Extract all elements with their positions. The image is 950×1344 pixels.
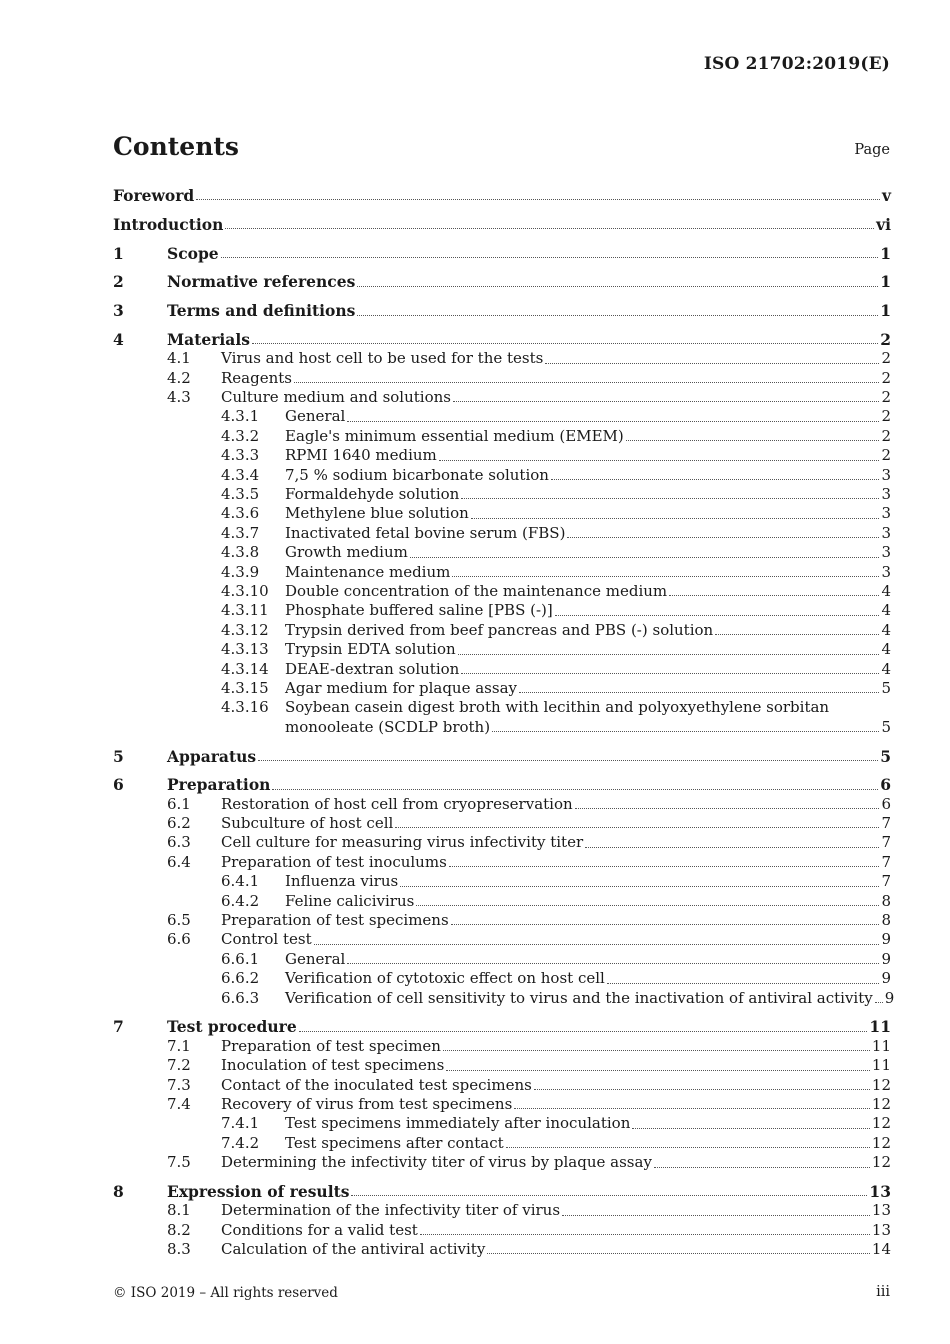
- toc-entry-number: 4.1: [167, 349, 191, 368]
- dot-leader: [446, 1069, 870, 1071]
- toc-entry-title: DEAE-dextran solution: [285, 659, 460, 678]
- toc-entry-title: Inactivated fetal bovine serum (FBS): [285, 523, 566, 542]
- toc-entry-title: Calculation of the antiviral activity: [221, 1240, 486, 1259]
- toc-entry-title: Materials: [167, 329, 250, 349]
- contents-title: Contents: [113, 132, 240, 161]
- toc-entry[interactable]: [113, 543, 891, 562]
- toc-entry-title: Verification of cell sensitivity to virus and the inactivation of antiviral activity: [285, 988, 873, 1007]
- toc-entry-title: monooleate (SCDLP broth): [285, 717, 491, 736]
- dot-leader: [669, 594, 879, 596]
- toc-entry-number: 7.3: [167, 1075, 191, 1094]
- toc-entry-number: 8.1: [167, 1201, 191, 1220]
- toc-entry[interactable]: [113, 969, 891, 988]
- toc-entry-number: 7.4.2: [221, 1133, 260, 1152]
- toc-entry-page: 14: [871, 1240, 891, 1259]
- toc-entry-page: 11: [871, 1036, 891, 1055]
- toc-entry-title: Growth medium: [285, 543, 408, 562]
- toc-entry-title: Culture medium and solutions: [221, 388, 451, 407]
- dot-leader: [351, 1194, 867, 1196]
- toc-entry[interactable]: [113, 524, 891, 543]
- toc-entry-number: 7.5: [167, 1153, 191, 1172]
- toc-entry-title: Preparation of test specimens: [221, 911, 449, 930]
- toc-entry-title: Normative references: [167, 272, 356, 292]
- toc-entry-number: 1: [113, 243, 124, 263]
- toc-entry[interactable]: [113, 186, 891, 205]
- toc-entry-number: 4.3.10: [221, 581, 269, 600]
- toc-entry[interactable]: [113, 679, 891, 698]
- toc-entry-title: RPMI 1640 medium: [285, 446, 437, 465]
- toc-entry-number: 4.3.6: [221, 504, 260, 523]
- toc-entry-page: 2: [881, 407, 891, 426]
- toc-entry-number: 7.4.1: [221, 1114, 260, 1133]
- dot-leader: [514, 1107, 870, 1109]
- toc-entry-page: 7: [881, 852, 891, 871]
- toc-entry[interactable]: [113, 747, 891, 766]
- dot-leader: [632, 1127, 870, 1129]
- toc-entry[interactable]: [113, 698, 891, 717]
- toc-entry-title: Foreword: [113, 186, 195, 205]
- toc-entry-page: 9: [884, 988, 895, 1007]
- dot-leader: [357, 314, 878, 316]
- toc-entry[interactable]: [113, 446, 891, 465]
- toc-entry[interactable]: [113, 407, 891, 426]
- dot-leader: [294, 381, 879, 383]
- toc-entry[interactable]: [113, 718, 891, 737]
- toc-entry-page: 4: [881, 620, 891, 639]
- toc-entry-page: 5: [881, 717, 891, 736]
- toc-entry-title: Recovery of virus from test specimens: [221, 1094, 513, 1113]
- toc-entry[interactable]: [113, 1240, 891, 1259]
- toc-entry[interactable]: [113, 349, 891, 368]
- toc-entry-page: 12: [871, 1075, 891, 1094]
- dot-leader: [492, 730, 879, 732]
- toc-entry-title: Trypsin derived from beef pancreas and PBS (-) solution: [285, 620, 714, 639]
- dot-leader: [555, 614, 880, 616]
- toc-entry[interactable]: [113, 1114, 891, 1133]
- toc-entry-number: 6.1: [167, 794, 191, 813]
- toc-entry[interactable]: [113, 215, 891, 234]
- toc-entry-number: 4.3.16: [221, 698, 269, 717]
- toc-entry-number: 4.3.12: [221, 620, 269, 639]
- toc-entry[interactable]: [113, 853, 891, 872]
- dot-leader: [562, 1214, 870, 1216]
- toc-entry[interactable]: [113, 244, 891, 263]
- dot-leader: [400, 885, 879, 887]
- toc-entry-number: 6.5: [167, 911, 191, 930]
- toc-entry-title: Scope: [167, 243, 219, 263]
- toc-entry[interactable]: [113, 582, 891, 601]
- toc-entry[interactable]: [113, 1017, 891, 1036]
- toc-entry-page: 4: [881, 601, 891, 620]
- dot-leader: [439, 459, 880, 461]
- dot-leader: [461, 672, 879, 674]
- dot-leader: [506, 1146, 870, 1148]
- toc-entry-number: 5: [113, 746, 124, 766]
- toc-entry-page: 9: [881, 930, 891, 949]
- toc-entry[interactable]: [113, 1056, 891, 1075]
- dot-leader: [252, 342, 878, 344]
- toc-entry-page: 3: [881, 485, 891, 504]
- toc-entry-number: 4.3.2: [221, 426, 260, 445]
- toc-entry-number: 4.3.13: [221, 640, 269, 659]
- dot-leader: [575, 807, 880, 809]
- toc-entry-title: 7,5 % sodium bicarbonate solution: [285, 465, 549, 484]
- toc-entry-title: Verification of cytotoxic effect on host cell: [285, 969, 605, 988]
- toc-entry-number: 6.2: [167, 814, 191, 833]
- toc-entry-number: 7.1: [167, 1036, 191, 1055]
- toc-entry-title: Methylene blue solution: [285, 504, 469, 523]
- toc-entry-number: 4.3.15: [221, 678, 269, 697]
- toc-entry-title: Apparatus: [167, 746, 257, 766]
- toc-entry-number: 4.3.3: [221, 446, 260, 465]
- toc-entry-title: Trypsin EDTA solution: [285, 640, 456, 659]
- toc-entry[interactable]: [113, 504, 891, 523]
- toc-entry[interactable]: [113, 814, 891, 833]
- toc-entry-title: Double concentration of the maintenance medium: [285, 581, 668, 600]
- toc-entry-number: 7.2: [167, 1056, 191, 1075]
- toc-entry-title: Preparation of test specimen: [221, 1036, 441, 1055]
- toc-entry-number: 2: [113, 272, 124, 292]
- dot-leader: [585, 846, 879, 848]
- toc-entry[interactable]: [113, 369, 891, 388]
- toc-entry[interactable]: [113, 621, 891, 640]
- dot-leader: [519, 691, 879, 693]
- dot-leader: [551, 478, 880, 480]
- toc-entry-title: Maintenance medium: [285, 562, 451, 581]
- toc-entry-page: 2: [881, 349, 891, 368]
- toc-entry[interactable]: [113, 485, 891, 504]
- toc-entry[interactable]: [113, 833, 891, 852]
- toc-entry-page: 3: [881, 562, 891, 581]
- dot-leader: [452, 575, 879, 577]
- toc-entry-page: 4: [881, 581, 891, 600]
- toc-entry-page: 3: [881, 504, 891, 523]
- toc-entry[interactable]: [113, 892, 891, 911]
- toc-entry[interactable]: [113, 301, 891, 320]
- toc-entry-title: Test specimens after contact: [285, 1133, 504, 1152]
- toc-entry-title: Agar medium for plaque assay: [285, 678, 517, 697]
- toc-entry[interactable]: [113, 795, 891, 814]
- toc-entry[interactable]: [113, 1153, 891, 1172]
- toc-entry[interactable]: [113, 930, 891, 949]
- toc-entry-page: v: [881, 186, 891, 205]
- dot-leader: [567, 536, 879, 538]
- toc-entry-page: 2: [881, 426, 891, 445]
- toc-entry-title: Subculture of host cell: [221, 814, 394, 833]
- toc-entry[interactable]: [113, 1037, 891, 1056]
- dot-leader: [654, 1166, 870, 1168]
- toc-entry-page: 7: [881, 833, 891, 852]
- dot-leader: [487, 1252, 870, 1254]
- dot-leader: [314, 943, 880, 945]
- toc-entry-number: 4.3.14: [221, 659, 269, 678]
- dot-leader: [272, 788, 878, 790]
- toc-entry[interactable]: [113, 872, 891, 891]
- toc-entry-title: Contact of the inoculated test specimens: [221, 1075, 532, 1094]
- toc-entry-page: 12: [871, 1094, 891, 1113]
- toc-entry[interactable]: [113, 911, 891, 930]
- toc-entry-title: Conditions for a valid test: [221, 1220, 418, 1239]
- toc-entry-number: 4.2: [167, 368, 191, 387]
- toc-entry[interactable]: [113, 640, 891, 659]
- toc-entry-title: General: [285, 407, 346, 426]
- toc-entry-page: 13: [871, 1220, 891, 1239]
- toc-entry[interactable]: [113, 950, 891, 969]
- toc-entry-page: 8: [881, 911, 891, 930]
- dot-leader: [471, 517, 880, 519]
- toc-entry[interactable]: [113, 427, 891, 446]
- toc-entry-number: 4.3.4: [221, 465, 260, 484]
- toc-entry-title: Influenza virus: [285, 872, 399, 891]
- toc-entry-number: 6.6: [167, 930, 191, 949]
- toc-entry-page: 4: [881, 659, 891, 678]
- toc-entry-number: 3: [113, 301, 124, 321]
- toc-entry-page: 1: [880, 301, 891, 321]
- toc-entry-page: 13: [869, 1181, 891, 1201]
- toc-entry-page: 6: [880, 775, 891, 795]
- toc-entry-number: 8: [113, 1181, 124, 1201]
- toc-entry-number: 6: [113, 775, 124, 795]
- dot-leader: [347, 962, 879, 964]
- toc-entry-title: Reagents: [221, 368, 292, 387]
- toc-entry[interactable]: [113, 388, 891, 407]
- dot-leader: [626, 439, 880, 441]
- toc-entry-page: 3: [881, 543, 891, 562]
- toc-entry-number: 8.3: [167, 1240, 191, 1259]
- dot-leader: [410, 556, 880, 558]
- toc-entry-title: Eagle's minimum essential medium (EMEM): [285, 426, 624, 445]
- table-of-contents: [113, 186, 895, 1259]
- toc-entry-title: Formaldehyde solution: [285, 485, 460, 504]
- toc-entry[interactable]: [113, 775, 891, 794]
- toc-entry[interactable]: [113, 330, 891, 349]
- toc-entry[interactable]: [113, 660, 891, 679]
- dot-leader: [458, 653, 880, 655]
- toc-entry[interactable]: [113, 272, 891, 291]
- toc-entry-title: Preparation of test inoculums: [221, 852, 447, 871]
- toc-entry-page: 12: [871, 1153, 891, 1172]
- footer-page-number: iii: [876, 1284, 890, 1300]
- toc-entry-title: Restoration of host cell from cryopreservation: [221, 794, 573, 813]
- toc-entry-number: 4.3.11: [221, 601, 269, 620]
- toc-entry-page: 5: [881, 678, 891, 697]
- toc-entry-title: Control test: [221, 930, 312, 949]
- toc-entry[interactable]: [113, 601, 891, 620]
- toc-entry-title: Introduction: [113, 214, 224, 234]
- toc-entry-page: 11: [869, 1017, 891, 1037]
- dot-leader: [545, 362, 879, 364]
- toc-entry-page: 7: [881, 872, 891, 891]
- toc-entry-title: Expression of results: [167, 1181, 350, 1201]
- dot-leader: [451, 923, 880, 925]
- toc-entry-number: 4: [113, 329, 124, 349]
- toc-entry-number: 6.4.2: [221, 891, 260, 910]
- toc-entry-page: 2: [881, 368, 891, 387]
- toc-entry-title: Cell culture for measuring virus infectivity titer: [221, 833, 584, 852]
- toc-entry-title: Feline calicivirus: [285, 891, 415, 910]
- dot-leader: [461, 497, 879, 499]
- toc-entry-page: 8: [881, 891, 891, 910]
- dot-leader: [299, 1030, 868, 1032]
- toc-entry-number: 8.2: [167, 1220, 191, 1239]
- dot-leader: [416, 904, 879, 906]
- toc-entry[interactable]: [113, 1076, 891, 1095]
- toc-entry-page: 13: [871, 1201, 891, 1220]
- toc-entry-number: 6.3: [167, 833, 191, 852]
- toc-entry[interactable]: [113, 1095, 891, 1114]
- toc-entry[interactable]: [113, 1182, 891, 1201]
- toc-entry-page: 9: [881, 949, 891, 968]
- toc-entry-number: 4.3.7: [221, 523, 260, 542]
- toc-entry-number: 4.3.9: [221, 562, 260, 581]
- dot-leader: [221, 256, 879, 258]
- dot-leader: [347, 420, 879, 422]
- toc-entry[interactable]: [113, 466, 891, 485]
- toc-entry-page: 2: [881, 446, 891, 465]
- toc-entry-title: Virus and host cell to be used for the tests: [221, 349, 544, 368]
- dot-leader: [225, 227, 874, 229]
- toc-entry-number: 7: [113, 1017, 124, 1037]
- toc-entry[interactable]: [113, 1201, 891, 1220]
- toc-entry-title: Terms and definitions: [167, 301, 356, 321]
- dot-leader: [449, 865, 880, 867]
- toc-entry-title: General: [285, 949, 346, 968]
- toc-entry-page: 9: [881, 969, 891, 988]
- page-column-label: Page: [854, 142, 890, 158]
- toc-entry-page: 4: [881, 640, 891, 659]
- toc-entry[interactable]: [113, 1221, 891, 1240]
- document-id: ISO 21702:2019(E): [703, 54, 890, 74]
- dot-leader: [453, 400, 879, 402]
- toc-entry-number: 6.4: [167, 852, 191, 871]
- toc-entry-title: Determining the infectivity titer of virus by plaque assay: [221, 1153, 652, 1172]
- dot-leader: [443, 1049, 870, 1051]
- toc-entry-title: Test procedure: [167, 1017, 297, 1037]
- toc-entry-number: 6.6.2: [221, 969, 260, 988]
- toc-entry-page: 6: [881, 794, 891, 813]
- toc-entry-page: 2: [880, 329, 891, 349]
- dot-leader: [196, 198, 880, 200]
- dot-leader: [607, 982, 880, 984]
- toc-entry-page: 12: [871, 1114, 891, 1133]
- toc-entry-title: Soybean casein digest broth with lecithin and polyoxyethylene sorbitan: [285, 698, 830, 717]
- toc-entry-title: Determination of the infectivity titer of virus: [221, 1201, 561, 1220]
- toc-entry-page: 12: [871, 1133, 891, 1152]
- toc-entry-number: 6.6.3: [221, 988, 260, 1007]
- toc-entry-page: 3: [881, 523, 891, 542]
- toc-entry-page: vi: [876, 214, 891, 234]
- toc-entry-number: 4.3.8: [221, 543, 260, 562]
- dot-leader: [258, 759, 878, 761]
- dot-leader: [534, 1088, 870, 1090]
- dot-leader: [715, 633, 879, 635]
- toc-entry-page: 11: [871, 1056, 891, 1075]
- dot-leader: [420, 1233, 870, 1235]
- toc-entry[interactable]: [113, 988, 895, 1008]
- toc-entry-title: Inoculation of test specimens: [221, 1056, 445, 1075]
- toc-entry-page: 7: [881, 814, 891, 833]
- toc-entry[interactable]: [113, 563, 891, 582]
- toc-entry-page: 1: [880, 243, 891, 263]
- footer-copyright: © ISO 2019 – All rights reserved: [113, 1285, 338, 1301]
- toc-entry[interactable]: [113, 1134, 891, 1153]
- toc-entry-title: Phosphate buffered saline [PBS (-)]: [285, 601, 553, 620]
- toc-entry-number: 6.4.1: [221, 872, 260, 891]
- dot-leader: [395, 826, 879, 828]
- toc-entry-number: 6.6.1: [221, 949, 260, 968]
- toc-entry-page: 2: [881, 388, 891, 407]
- toc-entry-number: 4.3: [167, 388, 191, 407]
- toc-entry-number: 7.4: [167, 1094, 191, 1113]
- dot-leader: [875, 1001, 883, 1003]
- toc-entry-page: 1: [880, 272, 891, 292]
- toc-entry-number: 4.3.1: [221, 407, 260, 426]
- toc-entry-title: Preparation: [167, 775, 271, 795]
- dot-leader: [357, 285, 878, 287]
- toc-entry-page: 3: [881, 465, 891, 484]
- toc-entry-number: 4.3.5: [221, 485, 260, 504]
- toc-entry-page: 5: [880, 746, 891, 766]
- toc-entry-title: Test specimens immediately after inoculation: [285, 1114, 631, 1133]
